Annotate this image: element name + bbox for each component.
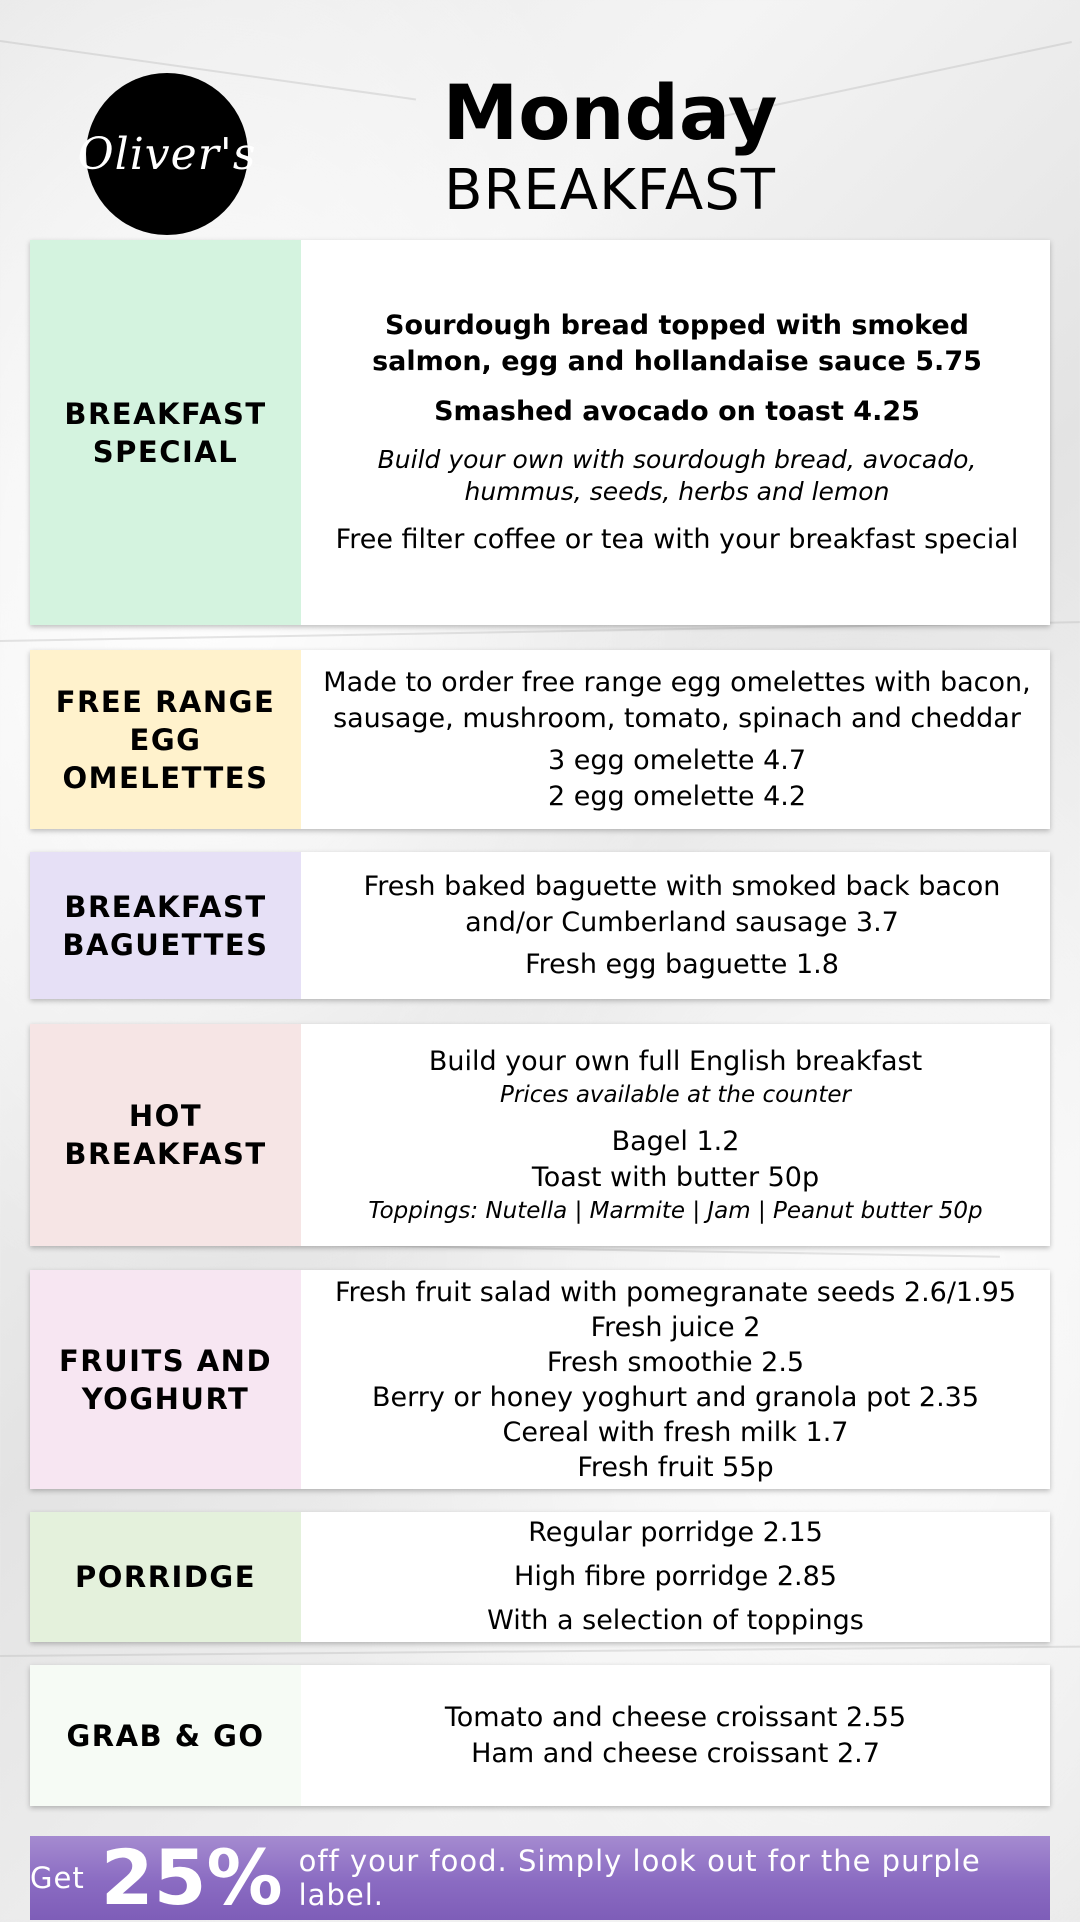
promo-suffix: off your food. Simply look out for the purple label. <box>298 1844 981 1912</box>
menu-item: High fibre porridge 2.85 <box>514 1561 837 1592</box>
menu-item: Fresh fruit 55p <box>577 1451 774 1483</box>
section-label: FREE RANGE EGG OMELETTES <box>30 650 301 829</box>
menu-item: Free filter coffee or tea with your breakfast special <box>335 523 1019 555</box>
promo-discount: 25% <box>100 1833 283 1922</box>
menu-item: Bagel 1.2 <box>611 1126 740 1157</box>
promo-banner <box>30 1833 1050 1922</box>
menu-item: 3 egg omelette 4.7 <box>547 744 807 776</box>
menu-item: 2 egg omelette 4.2 <box>547 780 807 812</box>
section-hot-breakfast <box>30 1024 1050 1246</box>
section-label: GRAB & GO <box>30 1665 301 1806</box>
menu-item: Cereal with fresh milk 1.7 <box>502 1416 849 1448</box>
section-body <box>301 852 1063 999</box>
menu-item-note: Prices available at the counter <box>500 1082 851 1108</box>
day-title: Monday <box>442 68 778 157</box>
section-body <box>301 1512 1050 1642</box>
menu-item: Tomato and cheese croissant 2.55 <box>444 1701 907 1733</box>
menu-item: Regular porridge 2.15 <box>528 1517 823 1548</box>
menu-item-note: Build your own with sourdough bread, avocado, hummus, seeds, herbs and lemon <box>377 444 977 506</box>
menu-item: Fresh egg baguette 1.8 <box>525 948 839 980</box>
menu-item: Toast with butter 50p <box>531 1162 820 1193</box>
section-baguettes <box>30 852 1050 999</box>
menu-item: With a selection of toppings <box>487 1605 864 1636</box>
section-grab-and-go <box>30 1665 1050 1806</box>
menu-item: Ham and cheese croissant 2.7 <box>471 1737 880 1769</box>
section-label: FRUITS AND YOGHURT <box>30 1270 301 1489</box>
section-body <box>301 240 1053 625</box>
section-breakfast-special <box>30 240 1050 625</box>
menu-item: Fresh smoothie 2.5 <box>546 1346 805 1378</box>
section-label: BREAKFAST BAGUETTES <box>30 852 301 999</box>
section-porridge <box>30 1512 1050 1642</box>
menu-item: Fresh baked baguette with smoked back bacon and/or Cumberland sausage 3.7 <box>363 870 1001 938</box>
logo-text: Oliver's <box>77 128 257 180</box>
section-label: PORRIDGE <box>30 1512 301 1642</box>
meal-title: BREAKFAST <box>444 158 776 223</box>
promo-prefix: Get <box>30 1861 85 1895</box>
brand-logo <box>77 73 257 235</box>
section-fruits-yoghurt <box>30 1270 1050 1489</box>
section-body <box>301 650 1053 829</box>
menu-item: Build your own full English breakfast <box>428 1046 923 1077</box>
section-body <box>301 1270 1050 1489</box>
section-label: HOT BREAKFAST <box>30 1024 301 1246</box>
menu-header <box>400 68 820 224</box>
marble-vein <box>0 1646 1080 1657</box>
menu-item: Made to order free range egg omelettes with bacon, sausage, mushroom, tomato, spinach and cheddar <box>323 666 1031 734</box>
section-body <box>301 1024 1050 1246</box>
menu-item: Fresh fruit salad with pomegranate seeds 2.6/1.95 <box>334 1276 1017 1308</box>
menu-item: Fresh juice 2 <box>590 1311 761 1343</box>
section-omelettes <box>30 650 1050 829</box>
menu-item: Berry or honey yoghurt and granola pot 2.35 <box>371 1381 980 1413</box>
section-body <box>301 1665 1050 1806</box>
menu-item-note: Toppings: Nutella | Marmite | Jam | Peanut butter 50p <box>368 1198 983 1224</box>
menu-item: Smashed avocado on toast 4.25 <box>434 395 920 427</box>
section-label: BREAKFAST SPECIAL <box>30 240 301 625</box>
menu-item: Sourdough bread topped with smoked salmon, egg and hollandaise sauce 5.75 <box>372 309 982 377</box>
